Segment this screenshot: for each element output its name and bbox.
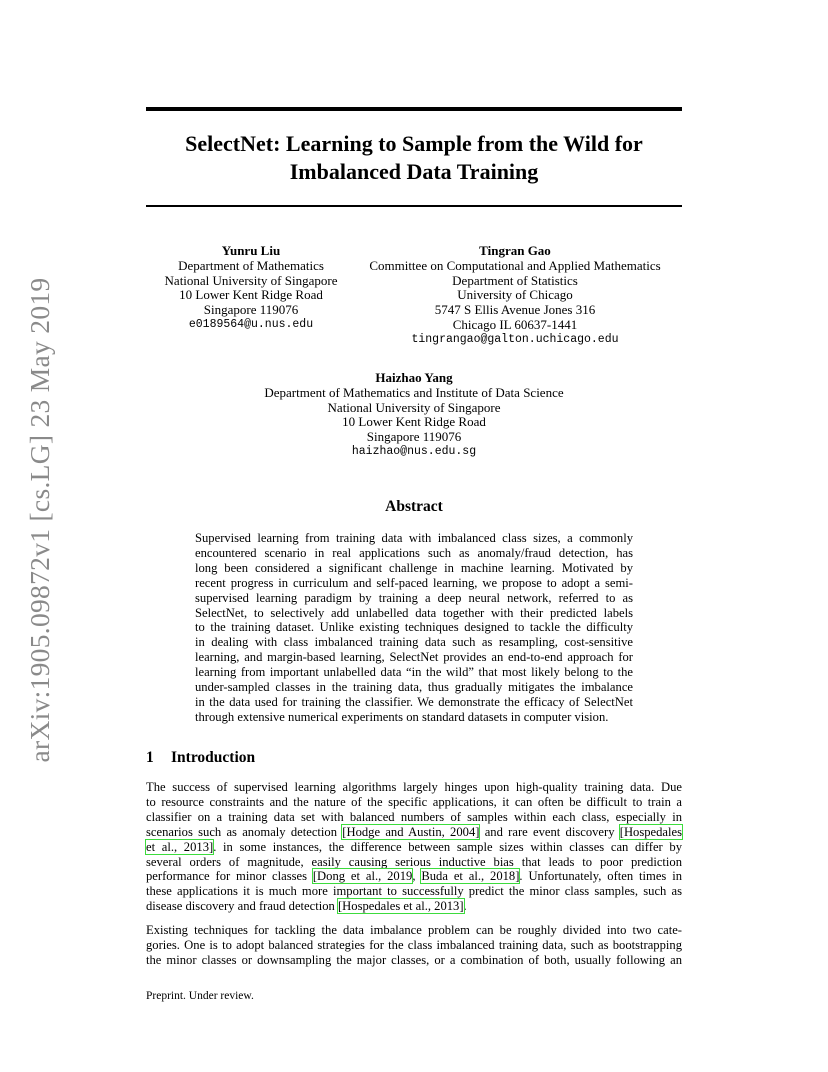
paragraph-line [146, 869, 682, 884]
author-email: haizhao@nus.edu.sg [351, 444, 477, 458]
text-run: disease discovery and fraud detection [146, 899, 338, 914]
abstract-line: supervised learning paradigm by training a deep neural network, referred to as [195, 590, 633, 605]
author-affiliation: Singapore 119076 [366, 429, 462, 445]
author-name: Yunru Liu [221, 243, 281, 258]
citation-link[interactable]: [Hospedales et al., 2013] [337, 899, 464, 914]
arxiv-identifier-stamp [0, 270, 80, 770]
author-email: e0189564@u.nus.edu [188, 317, 314, 331]
footer-note: Preprint. Under review. [146, 990, 254, 1002]
abstract-line: to the training dataset. Unlike existing techniques designed to tackle the difficulty [195, 620, 633, 635]
citation-link[interactable]: et al., 2013] [146, 839, 214, 854]
citation-link[interactable]: Buda et al., 2018] [421, 869, 520, 884]
text-run: performance for minor classes [146, 869, 313, 884]
paragraph-line [146, 899, 682, 914]
author-affiliation: University of Chicago [457, 287, 573, 303]
author-block-2 [355, 244, 675, 348]
paragraph-line: The success of supervised learning algorithms largely hinges upon high-quality training data. Due [146, 780, 682, 794]
title-top-rule [146, 107, 682, 111]
paragraph-line: these applications it is much more important to successfully predict the minor class samples, such as [146, 884, 682, 899]
paper-title [146, 130, 682, 186]
author-affiliation: 10 Lower Kent Ridge Road [179, 287, 323, 303]
intro-paragraph-1 [146, 780, 682, 914]
abstract-line: recent progress in curriculum and self-paced learning, we propose to adopt a semi- [195, 575, 633, 590]
author-affiliation: 10 Lower Kent Ridge Road [342, 414, 486, 430]
citation-link[interactable]: [Dong et al., 2019 [312, 869, 413, 884]
section-title: Introduction [171, 749, 256, 766]
author-affiliation: National University of Singapore [164, 272, 338, 288]
author-affiliation: 5747 S Ellis Avenue Jones 316 [434, 302, 596, 318]
paragraph-line: gories. One is to adopt balanced strategies for the class imbalanced training data, such as bootstrapping [146, 937, 682, 952]
paragraph-line: the minor classes or downsampling the major classes, or a combination of both, usually following an [146, 952, 682, 967]
author-affiliation: Chicago IL 60637-1441 [452, 316, 578, 332]
abstract-heading: Abstract [385, 498, 443, 515]
text-run: . in some instances, the difference between sample sizes within classes can differ by [213, 839, 682, 854]
abstract-line: Supervised learning from training data with imbalanced class sizes, a commonly [195, 531, 633, 545]
author-block-1 [160, 244, 342, 333]
abstract-line: encountered scenario in real applications such as anomaly/fraud detection, has [195, 545, 633, 560]
paragraph-line: classifier on a training data set with balanced numbers of samples within each class, especially in [146, 809, 682, 824]
title-bottom-rule [146, 205, 682, 207]
author-block-3 [220, 371, 608, 460]
abstract-line: in the data used for training the classifier. We demonstrate the efficacy of SelectNet [195, 694, 633, 709]
title-line-2: Imbalanced Data Training [289, 159, 539, 184]
abstract-line: in dealing with class imbalanced training data such as resampling, cost-sensitive [195, 635, 633, 650]
author-affiliation: National University of Singapore [327, 399, 501, 415]
section-heading-introduction [146, 749, 255, 767]
citation-link[interactable]: [Hodge and Austin, 2004] [342, 824, 480, 839]
arxiv-stamp-text: arXiv:1905.09872v1 [cs.LG] 23 May 2019 [24, 277, 55, 763]
abstract-body [195, 531, 633, 725]
text-run: and rare event discovery [479, 824, 620, 839]
text-run: , [412, 869, 422, 884]
paragraph-line [146, 840, 682, 855]
abstract-line: under-sampled classes in the training data, thus gradually mitigates the imbalance [195, 680, 633, 695]
citation-link[interactable]: [Hospedales [619, 824, 682, 839]
author-name: Tingran Gao [479, 243, 551, 258]
title-line-1: SelectNet: Learning to Sample from the Wild for [185, 131, 643, 156]
author-name: Haizhao Yang [375, 370, 453, 385]
text-run: . Unfortunately, often times in [519, 869, 682, 884]
section-number: 1 [146, 749, 154, 766]
author-affiliation: Committee on Computational and Applied Mathematics [369, 257, 661, 273]
author-affiliation: Department of Mathematics [178, 257, 324, 273]
intro-paragraph-2 [146, 923, 682, 968]
text-run: . [463, 899, 467, 914]
paragraph-line [146, 825, 682, 840]
paragraph-line: to resource constraints and the nature of the specific applications, it can often be difficult to train a [146, 794, 682, 809]
abstract-line: through extensive numerical experiments on standard datasets in computer vision. [195, 709, 609, 724]
author-affiliation: Department of Statistics [452, 272, 578, 288]
author-affiliation: Singapore 119076 [203, 302, 299, 318]
author-email: tingrangao@galton.uchicago.edu [411, 332, 619, 346]
abstract-line: learning, and margin-based learning, SelectNet provides an end-to-end approach for [195, 650, 633, 665]
abstract-line: learning from important unlabelled data “in the wild” that most likely belong to the [195, 665, 633, 680]
text-run: scenarios such as anomaly detection [146, 824, 343, 839]
paragraph-line: several orders of magnitude, easily causing serious inductive bias that leads to poor prediction [146, 854, 682, 869]
author-affiliation: Department of Mathematics and Institute of Data Science [264, 384, 564, 400]
paragraph-line: Existing techniques for tackling the data imbalance problem can be roughly divided into two cate- [146, 923, 682, 937]
abstract-line: long been considered a significant challenge in machine learning. Motivated by [195, 560, 633, 575]
abstract-line: SelectNet, to selectively add unlabelled data together with their predicted labels [195, 605, 633, 620]
